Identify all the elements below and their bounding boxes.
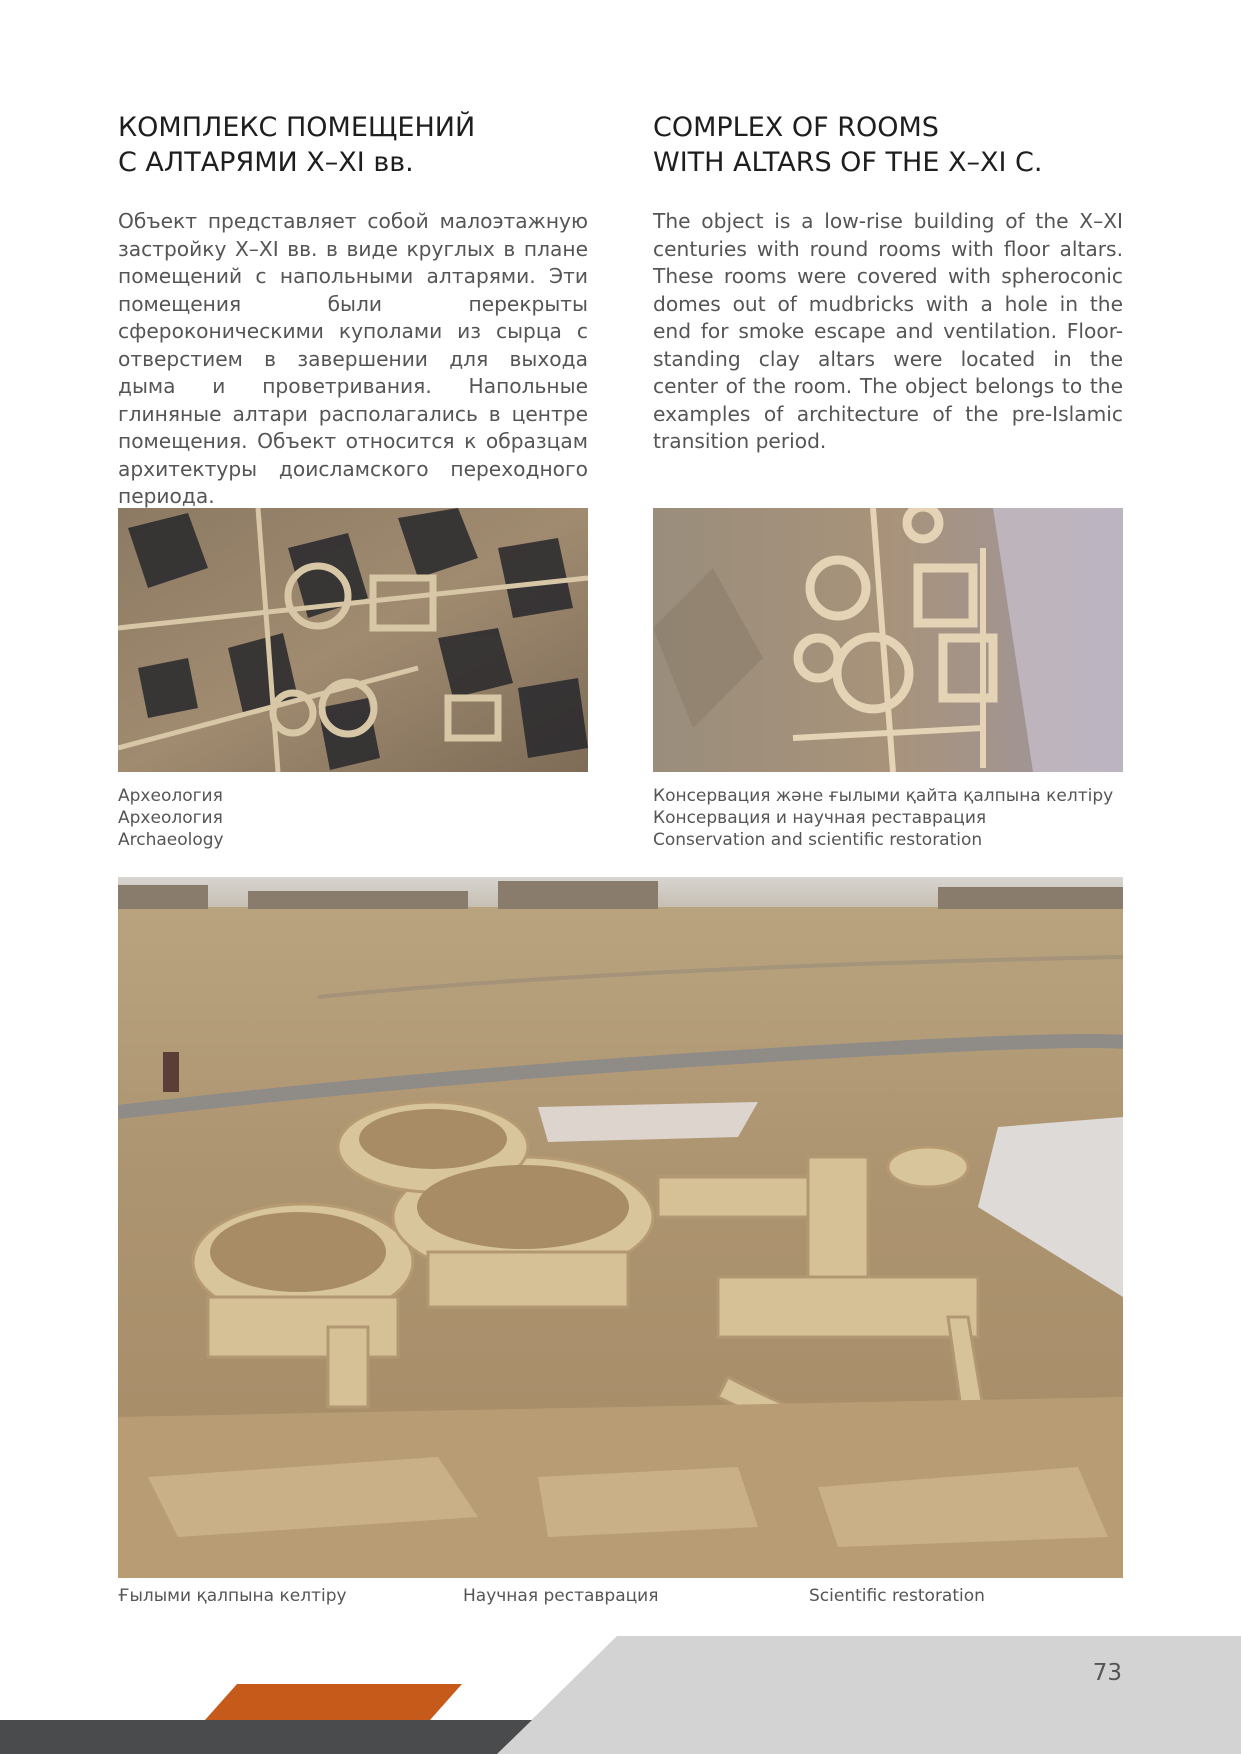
aerial-excavation-photo — [118, 508, 588, 772]
footer-decoration — [0, 1630, 1241, 1754]
footer-accent-bar — [205, 1684, 462, 1720]
page-number: 73 — [1092, 1660, 1122, 1686]
heading-english — [653, 110, 1123, 180]
restored-rooms-photo — [118, 877, 1123, 1578]
caption-line: Консервация и научная реставрация — [653, 808, 987, 828]
caption-line: Archaeology — [118, 830, 224, 850]
caption-russian: Научная реставрация — [463, 1586, 659, 1606]
left-text-column — [118, 110, 588, 511]
caption-archaeology — [118, 785, 588, 851]
caption-conservation — [653, 785, 1123, 851]
heading-russian — [118, 110, 588, 180]
footer-dark-band — [0, 1720, 532, 1754]
caption-english: Scientific restoration — [809, 1586, 985, 1606]
heading-line: WITH ALTARS OF THE X–XI C. — [653, 147, 1043, 178]
caption-line: Conservation and scientific restoration — [653, 830, 983, 850]
caption-line: Археология — [118, 808, 223, 828]
body-russian: Объект представляет собой малоэтажную застройку X–XI вв. в виде круглых в плане помещений с напольными алтарями. Эти помещения были перекрыты сфероконическими куполами из сырца с отверстием в завершении для выхода дыма и проветривания. Напольные глиняные алтари располагались в центре помещения. Объект относится к образцам архитектуры доисламского переходного периода. — [118, 209, 588, 508]
body-english: The object is a low-rise building of the X–XI centuries with round rooms with floor altars. These rooms were covered with spheroconic domes out of mudbricks with a hole in the end for smoke escape and ventilation. Floor-standing clay altars were located in the center of the room. The object belongs to the examples of architecture of the pre-Islamic transition period. — [653, 209, 1123, 453]
caption-line: Археология — [118, 786, 223, 806]
caption-line: Консервация және ғылыми қайта қалпына келтіру — [653, 786, 1114, 806]
heading-line: КОМПЛЕКС ПОМЕЩЕНИЙ — [118, 112, 476, 143]
footer-light-band — [497, 1636, 1241, 1754]
caption-kazakh: Ғылыми қалпына келтіру — [118, 1586, 347, 1606]
restored-complex-aerial-photo — [653, 508, 1123, 772]
heading-line: С АЛТАРЯМИ X–XI вв. — [118, 147, 414, 178]
right-text-column — [653, 110, 1123, 456]
heading-line: COMPLEX OF ROOMS — [653, 112, 939, 143]
